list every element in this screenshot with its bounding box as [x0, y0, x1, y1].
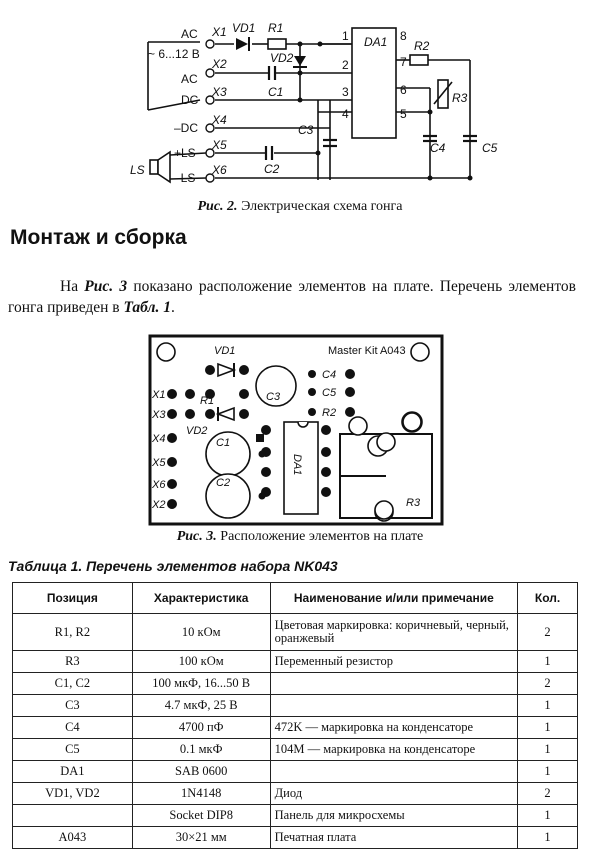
cell-characteristic: SAB 0600: [132, 761, 270, 783]
figure3-caption: [0, 529, 600, 545]
table-title: Таблица 1. Перечень элементов набора NK043: [8, 558, 338, 574]
cell-qty: 2: [518, 783, 578, 805]
header-name: Наименование и/или примечание: [270, 583, 517, 614]
label-r1: R1: [268, 21, 284, 35]
table-row: [13, 717, 578, 739]
circuit-schematic: [0, 0, 600, 200]
pcb-label-x6: X6: [152, 479, 166, 491]
pcb-label-x2: X2: [152, 499, 166, 511]
cell-name: [270, 695, 517, 717]
cell-qty: 1: [518, 695, 578, 717]
table-header-row: [13, 583, 578, 614]
table-row: [13, 805, 578, 827]
table-row: [13, 695, 578, 717]
label-x6: X6: [212, 163, 227, 177]
figure2-caption-prefix: Рис. 2.: [197, 199, 238, 214]
label-ndc: –DC: [174, 121, 199, 135]
cell-characteristic: 30×21 мм: [132, 827, 270, 849]
pcb-label-c4: C4: [322, 369, 337, 381]
header-qty: Кол.: [518, 583, 578, 614]
parts-table: [12, 582, 578, 849]
cell-position: R3: [13, 651, 133, 673]
cell-name: Цветовая маркировка: коричневый, черный, оранжевый: [270, 614, 517, 651]
pcb-layout: [148, 334, 448, 528]
intro-a: На: [60, 278, 85, 295]
cell-position: C5: [13, 739, 133, 761]
intro-paragraph: [8, 276, 576, 318]
table-row: [13, 761, 578, 783]
cell-name: Диод: [270, 783, 517, 805]
label-x2: X2: [212, 57, 227, 71]
cell-name: [270, 673, 517, 695]
cell-characteristic: 100 мкФ, 16...50 В: [132, 673, 270, 695]
pin-8: 8: [400, 29, 407, 43]
cell-qty: 1: [518, 761, 578, 783]
pcb-label-r3: R3: [406, 497, 421, 509]
cell-position: C3: [13, 695, 133, 717]
label-ac2: AC: [181, 72, 198, 86]
parts-table-body: [13, 614, 578, 849]
pcb-label-c1: C1: [216, 437, 231, 449]
cell-qty: 1: [518, 717, 578, 739]
label-voltage: ~ 6...12 В: [148, 47, 200, 61]
pcb-label-da1: DA1: [291, 454, 303, 476]
label-c3: C3: [298, 123, 314, 137]
cell-position: DA1: [13, 761, 133, 783]
cell-qty: 1: [518, 739, 578, 761]
pin-1: 1: [342, 29, 349, 43]
cell-qty: 1: [518, 805, 578, 827]
cell-name: 472K — маркировка на конденсаторе: [270, 717, 517, 739]
cell-characteristic: 1N4148: [132, 783, 270, 805]
pcb-label-c3: C3: [266, 391, 281, 403]
cell-characteristic: 4700 пФ: [132, 717, 270, 739]
label-ls: LS: [130, 163, 145, 177]
figure2-caption: [0, 199, 600, 215]
label-c1: C1: [268, 85, 284, 99]
label-pls: +LS: [174, 146, 196, 160]
pin-5: 5: [400, 107, 407, 121]
pin-2: 2: [342, 58, 349, 72]
board-title: Master Kit A043: [328, 345, 406, 357]
cell-qty: 2: [518, 614, 578, 651]
intro-b: показано расположение элементов на плате. Перечень элементов гонга приведен в: [8, 278, 576, 316]
label-x3: X3: [212, 85, 227, 99]
cell-characteristic: 4.7 мкФ, 25 В: [132, 695, 270, 717]
label-c5: C5: [482, 141, 498, 155]
table-row: [13, 651, 578, 673]
cell-name: 104M — маркировка на конденсаторе: [270, 739, 517, 761]
table-row: [13, 614, 578, 651]
pcb-label-vd2: VD2: [186, 425, 208, 437]
intro-c: .: [170, 299, 175, 316]
figure3-caption-text: Расположение элементов на плате: [220, 529, 424, 544]
cell-position: [13, 805, 133, 827]
header-characteristic: Характеристика: [132, 583, 270, 614]
cell-qty: 1: [518, 827, 578, 849]
cell-name: Печатная плата: [270, 827, 517, 849]
pcb-label-r1: R1: [200, 395, 215, 407]
pin-7: 7: [400, 55, 407, 69]
label-r3: R3: [452, 91, 468, 105]
pcb-label-x5: X5: [152, 457, 166, 469]
label-x1: X1: [212, 25, 227, 39]
cell-position: A043: [13, 827, 133, 849]
pcb-label-x3: X3: [152, 409, 166, 421]
figure2-caption-text: Электрическая схема гонга: [241, 199, 403, 214]
pcb-label-c5: C5: [322, 387, 337, 399]
cell-name: Переменный резистор: [270, 651, 517, 673]
cell-qty: 2: [518, 673, 578, 695]
figure3-caption-prefix: Рис. 3.: [176, 529, 217, 544]
cell-position: C4: [13, 717, 133, 739]
table-row: [13, 783, 578, 805]
pcb-label-vd1: VD1: [214, 345, 236, 357]
label-ac1: AC: [181, 27, 198, 41]
cell-name: Панель для микросхемы: [270, 805, 517, 827]
cell-qty: 1: [518, 651, 578, 673]
label-r2: R2: [414, 39, 430, 53]
intro-ref-figure: Рис. 3: [84, 278, 128, 295]
pcb-label-r2: R2: [322, 407, 337, 419]
pcb-label-x4: X4: [152, 433, 166, 445]
cell-name: [270, 761, 517, 783]
label-vd1: VD1: [232, 21, 256, 35]
label-da1: DA1: [364, 35, 388, 49]
pin-6: 6: [400, 83, 407, 97]
cell-characteristic: 0.1 мкФ: [132, 739, 270, 761]
table-row: [13, 739, 578, 761]
section-heading: Монтаж и сборка: [10, 226, 187, 249]
pcb-label-x1: X1: [152, 389, 166, 401]
label-nls: –LS: [174, 171, 196, 185]
pin-3: 3: [342, 85, 349, 99]
cell-position: C1, C2: [13, 673, 133, 695]
label-x5: X5: [212, 138, 227, 152]
table-row: [13, 673, 578, 695]
label-vd2: VD2: [270, 51, 294, 65]
label-x4: X4: [212, 113, 227, 127]
cell-characteristic: 10 кОм: [132, 614, 270, 651]
label-dc: DC: [181, 93, 199, 107]
label-c2: C2: [264, 162, 280, 176]
label-c4: C4: [430, 141, 446, 155]
intro-ref-table: Табл. 1: [123, 299, 171, 316]
table-row: [13, 827, 578, 849]
pcb-label-c2: C2: [216, 477, 231, 489]
pin-4: 4: [342, 107, 349, 121]
cell-characteristic: Socket DIP8: [132, 805, 270, 827]
header-position: Позиция: [13, 583, 133, 614]
cell-position: R1, R2: [13, 614, 133, 651]
cell-position: VD1, VD2: [13, 783, 133, 805]
cell-characteristic: 100 кОм: [132, 651, 270, 673]
